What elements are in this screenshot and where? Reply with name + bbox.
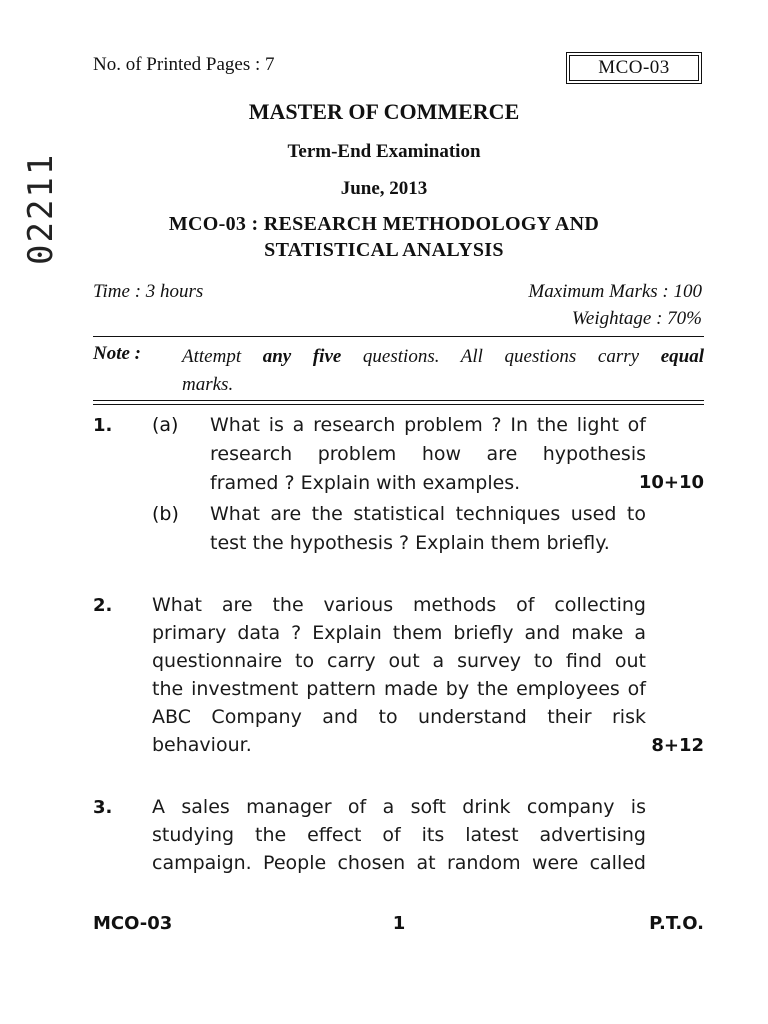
question-1b-label: (b) bbox=[152, 503, 179, 525]
weightage: Weightage : 70% bbox=[571, 308, 702, 329]
question-2-line-1: What are the various methods of collecting bbox=[152, 594, 646, 616]
question-2-line-4: the investment pattern made by the employees of bbox=[152, 678, 646, 700]
time-allowed: Time : 3 hours bbox=[93, 281, 204, 302]
note-text-part2: questions. All questions carry bbox=[341, 346, 661, 367]
question-1a-line bbox=[210, 443, 646, 465]
footer-pto: P.T.O. bbox=[649, 913, 704, 934]
note-text bbox=[182, 343, 704, 399]
question-2-line bbox=[152, 650, 646, 672]
question-2-line bbox=[152, 706, 646, 728]
exam-title: Term-End Examination bbox=[287, 141, 481, 162]
footer-paper-code: MCO-03 bbox=[93, 913, 173, 934]
question-3-line-1: A sales manager of a soft drink company is bbox=[152, 796, 646, 818]
side-serial-text: 02211 bbox=[21, 152, 61, 265]
printed-pages: No. of Printed Pages : 7 bbox=[93, 54, 275, 75]
divider-double-2 bbox=[93, 404, 704, 405]
question-2-line-2: primary data ? Explain them briefly and make a bbox=[152, 622, 646, 644]
question-1b-line bbox=[210, 503, 646, 525]
question-1b-line-2: test the hypothesis ? Explain them briefly. bbox=[210, 532, 610, 554]
question-1a-line-3: framed ? Explain with examples. bbox=[210, 472, 521, 494]
question-1a-line-2: research problem how are hypothesis bbox=[210, 443, 646, 465]
question-3-line bbox=[152, 824, 646, 846]
note-emphasis-any-five: any five bbox=[262, 346, 342, 367]
paper-code-box: MCO-03 bbox=[566, 52, 702, 84]
note-text-part1: Attempt bbox=[182, 346, 263, 367]
question-3-line bbox=[152, 852, 646, 874]
question-1-number: 1. bbox=[93, 415, 113, 436]
question-3-line bbox=[152, 796, 646, 818]
divider-double-1 bbox=[93, 400, 704, 401]
note-emphasis-equal: equal bbox=[660, 346, 704, 367]
question-2-number: 2. bbox=[93, 595, 113, 616]
degree-title: MASTER OF COMMERCE bbox=[248, 99, 520, 124]
maximum-marks: Maximum Marks : 100 bbox=[528, 281, 702, 302]
question-3-number: 3. bbox=[93, 797, 113, 818]
question-2-line-5: ABC Company and to understand their risk bbox=[152, 706, 646, 728]
question-2-line bbox=[152, 678, 646, 700]
question-2-line bbox=[152, 594, 646, 616]
question-1b-line-1: What are the statistical techniques used to bbox=[210, 503, 646, 525]
question-1-marks: 10+10 bbox=[638, 472, 704, 493]
question-3-line-3: campaign. People chosen at random were called bbox=[152, 852, 646, 874]
course-title-line1: MCO-03 : RESEARCH METHODOLOGY AND bbox=[168, 213, 600, 235]
note-text-part3: marks. bbox=[182, 374, 234, 395]
exam-session: June, 2013 bbox=[340, 178, 428, 199]
course-title-line2: STATISTICAL ANALYSIS bbox=[264, 239, 504, 261]
question-2-line-6: behaviour. bbox=[152, 734, 252, 756]
question-3-line-2: studying the effect of its latest advertising bbox=[152, 824, 646, 846]
question-2-line-3: questionnaire to carry out a survey to find out bbox=[152, 650, 646, 672]
question-1a-line-1: What is a research problem ? In the light of bbox=[210, 414, 646, 436]
note-label: Note : bbox=[93, 343, 142, 364]
question-1a-line bbox=[210, 414, 646, 436]
question-2-marks: 8+12 bbox=[651, 735, 704, 756]
footer-page-number: 1 bbox=[392, 913, 406, 934]
question-2-line bbox=[152, 622, 646, 644]
question-1a-label: (a) bbox=[152, 414, 179, 436]
divider-top bbox=[93, 336, 704, 337]
